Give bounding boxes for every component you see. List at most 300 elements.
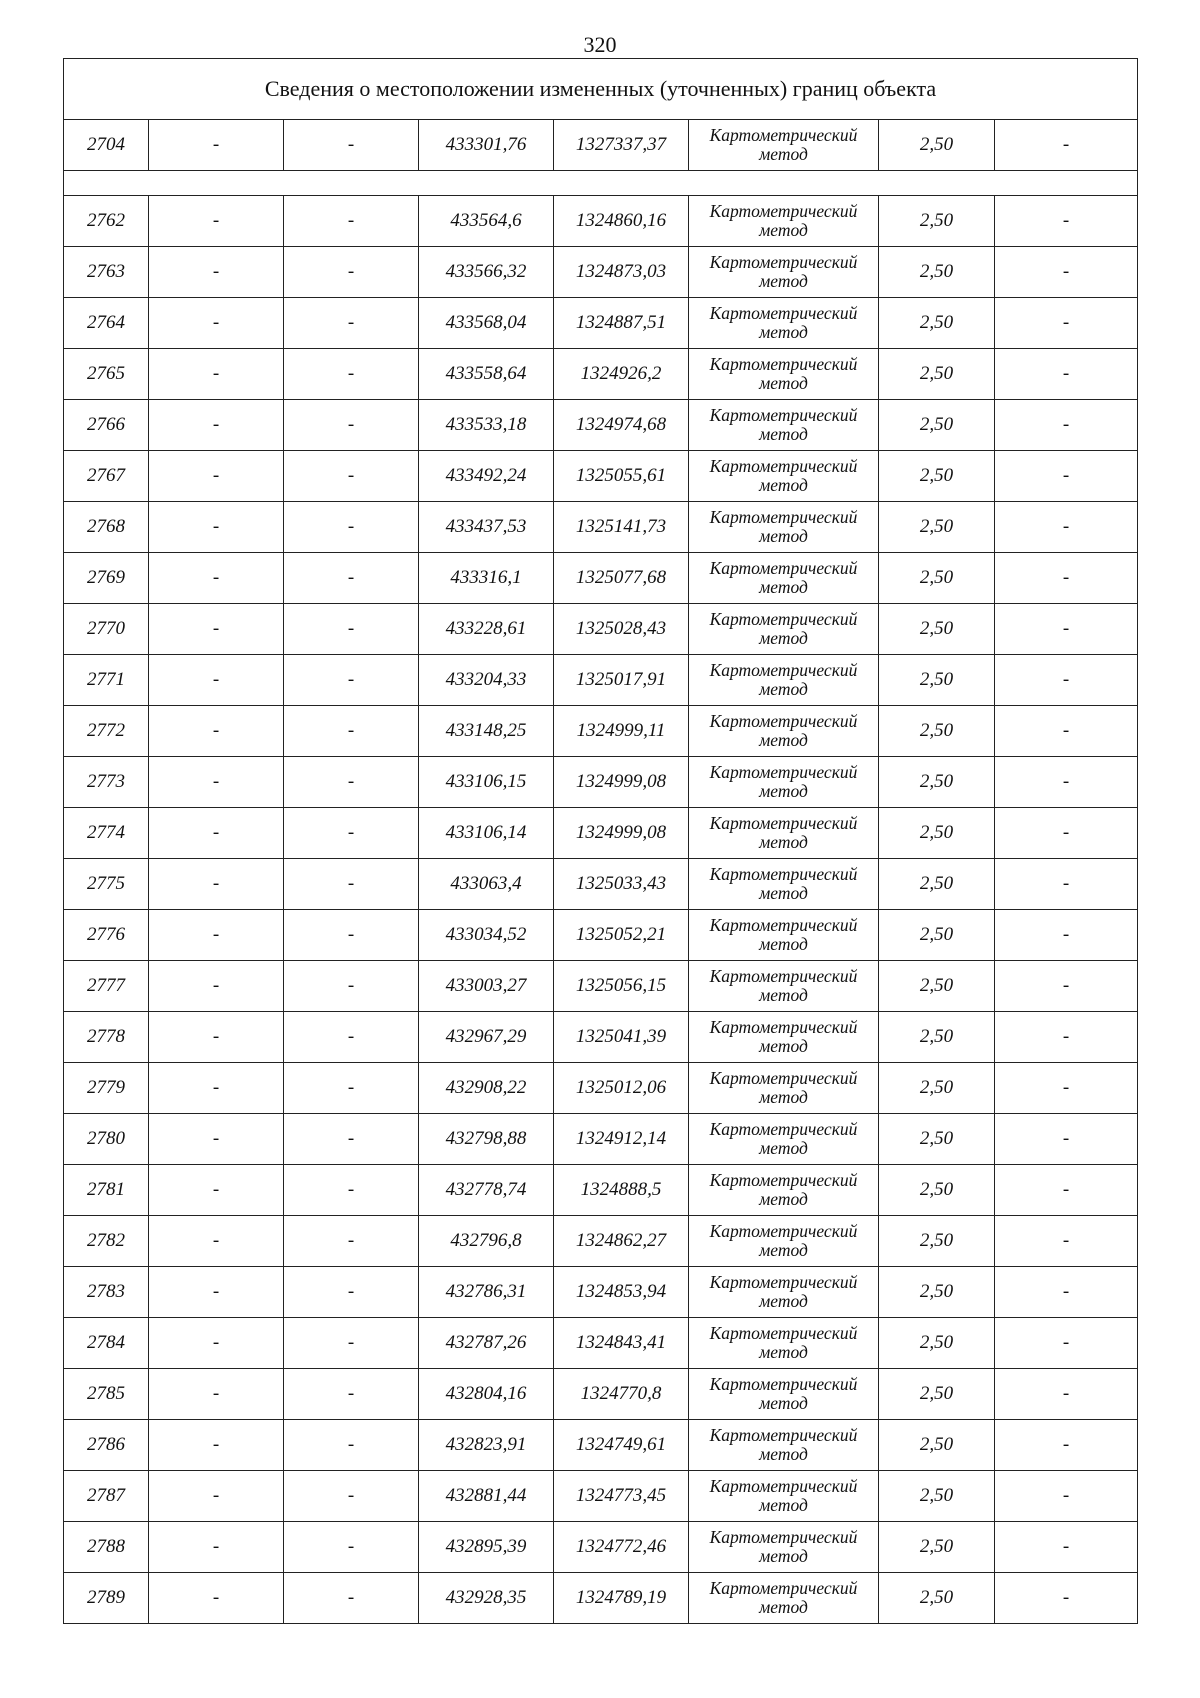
point-number-cell: 2777 [64, 961, 149, 1012]
method-line-1: Картометрический [709, 1017, 858, 1037]
table-row [64, 553, 1138, 604]
empty-dash-cell: - [149, 502, 284, 553]
point-number-cell: 2704 [64, 120, 149, 171]
point-number-cell: 2780 [64, 1114, 149, 1165]
accuracy-cell: 2,50 [879, 910, 995, 961]
y-coordinate-cell: 1324749,61 [554, 1420, 689, 1471]
empty-dash-cell: - [149, 1165, 284, 1216]
accuracy-cell: 2,50 [879, 1012, 995, 1063]
method-line-2: метод [759, 985, 808, 1005]
method-cell [689, 502, 879, 553]
accuracy-cell: 2,50 [879, 196, 995, 247]
empty-dash-cell: - [284, 1573, 419, 1624]
method-line-1: Картометрический [709, 125, 858, 145]
method-cell [689, 553, 879, 604]
point-number-cell: 2770 [64, 604, 149, 655]
method-line-2: метод [759, 271, 808, 291]
empty-dash-cell: - [149, 1114, 284, 1165]
y-coordinate-cell: 1324853,94 [554, 1267, 689, 1318]
empty-dash-cell: - [149, 451, 284, 502]
point-number-cell: 2774 [64, 808, 149, 859]
method-cell [689, 1420, 879, 1471]
table-row [64, 451, 1138, 502]
y-coordinate-cell: 1324772,46 [554, 1522, 689, 1573]
x-coordinate-cell: 433148,25 [419, 706, 554, 757]
empty-dash-cell: - [995, 655, 1138, 706]
accuracy-cell: 2,50 [879, 1573, 995, 1624]
x-coordinate-cell: 433003,27 [419, 961, 554, 1012]
accuracy-cell: 2,50 [879, 1369, 995, 1420]
method-line-1: Картометрический [709, 1068, 858, 1088]
separator-cell [64, 171, 1138, 196]
point-number-cell: 2775 [64, 859, 149, 910]
page-number: 320 [583, 32, 617, 57]
x-coordinate-cell: 433568,04 [419, 298, 554, 349]
method-cell [689, 1114, 879, 1165]
x-coordinate-cell: 432823,91 [419, 1420, 554, 1471]
table-row [64, 196, 1138, 247]
empty-dash-cell: - [149, 400, 284, 451]
method-line-2: метод [759, 1036, 808, 1056]
table-row [64, 1063, 1138, 1114]
method-line-1: Картометрический [709, 864, 858, 884]
x-coordinate-cell: 433106,14 [419, 808, 554, 859]
method-line-1: Картометрический [709, 609, 858, 629]
method-line-1: Картометрический [709, 1425, 858, 1445]
empty-dash-cell: - [995, 1573, 1138, 1624]
empty-dash-cell: - [284, 1522, 419, 1573]
point-number-cell: 2776 [64, 910, 149, 961]
method-line-1: Картометрический [709, 354, 858, 374]
method-line-1: Картометрический [709, 1221, 858, 1241]
table-row [64, 808, 1138, 859]
method-line-2: метод [759, 1546, 808, 1566]
method-line-1: Картометрический [709, 762, 858, 782]
method-cell [689, 1369, 879, 1420]
empty-dash-cell: - [995, 961, 1138, 1012]
method-cell [689, 1267, 879, 1318]
x-coordinate-cell: 433533,18 [419, 400, 554, 451]
method-line-2: метод [759, 1087, 808, 1107]
accuracy-cell: 2,50 [879, 1114, 995, 1165]
empty-dash-cell: - [284, 604, 419, 655]
empty-dash-cell: - [284, 451, 419, 502]
empty-dash-cell: - [284, 400, 419, 451]
empty-dash-cell: - [284, 120, 419, 171]
empty-dash-cell: - [995, 1471, 1138, 1522]
accuracy-cell: 2,50 [879, 1216, 995, 1267]
method-cell [689, 757, 879, 808]
empty-dash-cell: - [284, 553, 419, 604]
point-number-cell: 2782 [64, 1216, 149, 1267]
accuracy-cell: 2,50 [879, 553, 995, 604]
accuracy-cell: 2,50 [879, 400, 995, 451]
empty-dash-cell: - [995, 757, 1138, 808]
empty-dash-cell: - [995, 1114, 1138, 1165]
method-line-2: метод [759, 1495, 808, 1515]
x-coordinate-cell: 432787,26 [419, 1318, 554, 1369]
empty-dash-cell: - [995, 247, 1138, 298]
table-row [64, 961, 1138, 1012]
table-row [64, 1369, 1138, 1420]
method-cell [689, 859, 879, 910]
method-cell [689, 910, 879, 961]
x-coordinate-cell: 432881,44 [419, 1471, 554, 1522]
method-line-1: Картометрический [709, 1323, 858, 1343]
method-line-2: метод [759, 220, 808, 240]
y-coordinate-cell: 1324912,14 [554, 1114, 689, 1165]
method-line-2: метод [759, 1138, 808, 1158]
method-line-2: метод [759, 144, 808, 164]
method-line-2: метод [759, 1444, 808, 1464]
y-coordinate-cell: 1325052,21 [554, 910, 689, 961]
method-line-1: Картометрический [709, 660, 858, 680]
y-coordinate-cell: 1324770,8 [554, 1369, 689, 1420]
empty-dash-cell: - [995, 1420, 1138, 1471]
y-coordinate-cell: 1325041,39 [554, 1012, 689, 1063]
method-line-1: Картометрический [709, 405, 858, 425]
empty-dash-cell: - [284, 961, 419, 1012]
x-coordinate-cell: 432928,35 [419, 1573, 554, 1624]
x-coordinate-cell: 432778,74 [419, 1165, 554, 1216]
table-row [64, 1318, 1138, 1369]
method-line-2: метод [759, 475, 808, 495]
accuracy-cell: 2,50 [879, 451, 995, 502]
method-cell [689, 1318, 879, 1369]
x-coordinate-cell: 433301,76 [419, 120, 554, 171]
y-coordinate-cell: 1324999,08 [554, 808, 689, 859]
accuracy-cell: 2,50 [879, 298, 995, 349]
y-coordinate-cell: 1325017,91 [554, 655, 689, 706]
table-row [64, 1573, 1138, 1624]
empty-dash-cell: - [149, 859, 284, 910]
empty-dash-cell: - [995, 859, 1138, 910]
empty-dash-cell: - [284, 1012, 419, 1063]
empty-dash-cell: - [149, 1267, 284, 1318]
table-row [64, 1420, 1138, 1471]
x-coordinate-cell: 432798,88 [419, 1114, 554, 1165]
empty-dash-cell: - [284, 196, 419, 247]
empty-dash-cell: - [995, 553, 1138, 604]
empty-dash-cell: - [995, 196, 1138, 247]
x-coordinate-cell: 432796,8 [419, 1216, 554, 1267]
method-line-1: Картометрический [709, 1476, 858, 1496]
method-line-1: Картометрический [709, 456, 858, 476]
x-coordinate-cell: 433316,1 [419, 553, 554, 604]
empty-dash-cell: - [995, 1369, 1138, 1420]
method-line-2: метод [759, 934, 808, 954]
accuracy-cell: 2,50 [879, 1267, 995, 1318]
table-row [64, 757, 1138, 808]
y-coordinate-cell: 1325055,61 [554, 451, 689, 502]
empty-dash-cell: - [284, 349, 419, 400]
table-row [64, 604, 1138, 655]
method-cell [689, 1522, 879, 1573]
empty-dash-cell: - [149, 349, 284, 400]
empty-dash-cell: - [995, 349, 1138, 400]
method-line-1: Картометрический [709, 1578, 858, 1598]
empty-dash-cell: - [995, 910, 1138, 961]
table-row [64, 1522, 1138, 1573]
empty-dash-cell: - [995, 706, 1138, 757]
method-line-2: метод [759, 832, 808, 852]
accuracy-cell: 2,50 [879, 247, 995, 298]
method-cell [689, 120, 879, 171]
method-cell [689, 1471, 879, 1522]
separator-row [64, 171, 1138, 196]
point-number-cell: 2781 [64, 1165, 149, 1216]
empty-dash-cell: - [284, 910, 419, 961]
empty-dash-cell: - [149, 961, 284, 1012]
method-cell [689, 400, 879, 451]
accuracy-cell: 2,50 [879, 1471, 995, 1522]
method-cell [689, 451, 879, 502]
method-line-2: метод [759, 1240, 808, 1260]
point-number-cell: 2786 [64, 1420, 149, 1471]
empty-dash-cell: - [149, 910, 284, 961]
y-coordinate-cell: 1327337,37 [554, 120, 689, 171]
empty-dash-cell: - [995, 1063, 1138, 1114]
empty-dash-cell: - [995, 451, 1138, 502]
point-number-cell: 2783 [64, 1267, 149, 1318]
accuracy-cell: 2,50 [879, 706, 995, 757]
accuracy-cell: 2,50 [879, 859, 995, 910]
empty-dash-cell: - [149, 655, 284, 706]
point-number-cell: 2768 [64, 502, 149, 553]
empty-dash-cell: - [284, 1369, 419, 1420]
y-coordinate-cell: 1324999,11 [554, 706, 689, 757]
point-number-cell: 2772 [64, 706, 149, 757]
empty-dash-cell: - [149, 1573, 284, 1624]
y-coordinate-cell: 1324860,16 [554, 196, 689, 247]
point-number-cell: 2778 [64, 1012, 149, 1063]
method-line-2: метод [759, 577, 808, 597]
x-coordinate-cell: 433492,24 [419, 451, 554, 502]
empty-dash-cell: - [995, 400, 1138, 451]
table-title-row [64, 59, 1138, 120]
y-coordinate-cell: 1324873,03 [554, 247, 689, 298]
empty-dash-cell: - [149, 808, 284, 859]
x-coordinate-cell: 432908,22 [419, 1063, 554, 1114]
table-row [64, 400, 1138, 451]
method-line-1: Картометрический [709, 252, 858, 272]
y-coordinate-cell: 1325033,43 [554, 859, 689, 910]
empty-dash-cell: - [995, 604, 1138, 655]
accuracy-cell: 2,50 [879, 502, 995, 553]
x-coordinate-cell: 433034,52 [419, 910, 554, 961]
point-number-cell: 2779 [64, 1063, 149, 1114]
empty-dash-cell: - [149, 1420, 284, 1471]
method-cell [689, 655, 879, 706]
x-coordinate-cell: 433228,61 [419, 604, 554, 655]
point-number-cell: 2769 [64, 553, 149, 604]
accuracy-cell: 2,50 [879, 1165, 995, 1216]
table-row [64, 502, 1138, 553]
accuracy-cell: 2,50 [879, 1420, 995, 1471]
x-coordinate-cell: 432967,29 [419, 1012, 554, 1063]
point-number-cell: 2787 [64, 1471, 149, 1522]
table-row [64, 1165, 1138, 1216]
empty-dash-cell: - [149, 298, 284, 349]
y-coordinate-cell: 1324887,51 [554, 298, 689, 349]
empty-dash-cell: - [149, 757, 284, 808]
empty-dash-cell: - [995, 808, 1138, 859]
method-line-2: метод [759, 1393, 808, 1413]
table-row [64, 298, 1138, 349]
method-line-1: Картометрический [709, 915, 858, 935]
accuracy-cell: 2,50 [879, 1318, 995, 1369]
method-line-1: Картометрический [709, 507, 858, 527]
accuracy-cell: 2,50 [879, 349, 995, 400]
x-coordinate-cell: 433566,32 [419, 247, 554, 298]
empty-dash-cell: - [995, 1165, 1138, 1216]
method-cell [689, 1165, 879, 1216]
accuracy-cell: 2,50 [879, 1063, 995, 1114]
empty-dash-cell: - [995, 1216, 1138, 1267]
method-line-2: метод [759, 628, 808, 648]
method-line-2: метод [759, 730, 808, 750]
empty-dash-cell: - [995, 502, 1138, 553]
empty-dash-cell: - [995, 1267, 1138, 1318]
method-line-1: Картометрический [709, 1170, 858, 1190]
point-number-cell: 2789 [64, 1573, 149, 1624]
boundary-coordinates-table [63, 58, 1138, 1624]
method-line-1: Картометрический [709, 1527, 858, 1547]
x-coordinate-cell: 432786,31 [419, 1267, 554, 1318]
y-coordinate-cell: 1325077,68 [554, 553, 689, 604]
x-coordinate-cell: 433558,64 [419, 349, 554, 400]
method-line-2: метод [759, 883, 808, 903]
empty-dash-cell: - [995, 120, 1138, 171]
point-number-cell: 2788 [64, 1522, 149, 1573]
empty-dash-cell: - [284, 1267, 419, 1318]
method-line-2: метод [759, 1342, 808, 1362]
method-line-1: Картометрический [709, 813, 858, 833]
empty-dash-cell: - [284, 1216, 419, 1267]
point-number-cell: 2766 [64, 400, 149, 451]
method-cell [689, 349, 879, 400]
empty-dash-cell: - [284, 1063, 419, 1114]
method-cell [689, 1573, 879, 1624]
accuracy-cell: 2,50 [879, 120, 995, 171]
method-cell [689, 1216, 879, 1267]
empty-dash-cell: - [284, 1471, 419, 1522]
method-cell [689, 298, 879, 349]
empty-dash-cell: - [995, 1522, 1138, 1573]
empty-dash-cell: - [149, 196, 284, 247]
empty-dash-cell: - [149, 1522, 284, 1573]
empty-dash-cell: - [149, 706, 284, 757]
empty-dash-cell: - [149, 1471, 284, 1522]
y-coordinate-cell: 1324843,41 [554, 1318, 689, 1369]
method-line-2: метод [759, 679, 808, 699]
method-line-1: Картометрический [709, 1374, 858, 1394]
empty-dash-cell: - [149, 1063, 284, 1114]
point-number-cell: 2784 [64, 1318, 149, 1369]
y-coordinate-cell: 1324789,19 [554, 1573, 689, 1624]
point-number-cell: 2763 [64, 247, 149, 298]
method-line-2: метод [759, 1597, 808, 1617]
method-line-2: метод [759, 322, 808, 342]
y-coordinate-cell: 1324888,5 [554, 1165, 689, 1216]
method-line-1: Картометрический [709, 201, 858, 221]
x-coordinate-cell: 432895,39 [419, 1522, 554, 1573]
method-cell [689, 808, 879, 859]
accuracy-cell: 2,50 [879, 757, 995, 808]
accuracy-cell: 2,50 [879, 1522, 995, 1573]
empty-dash-cell: - [284, 502, 419, 553]
empty-dash-cell: - [149, 1216, 284, 1267]
empty-dash-cell: - [995, 1012, 1138, 1063]
point-number-cell: 2785 [64, 1369, 149, 1420]
method-line-2: метод [759, 373, 808, 393]
table-title: Сведения о местоположении измененных (уточненных) границ объекта [64, 59, 1138, 120]
y-coordinate-cell: 1324926,2 [554, 349, 689, 400]
table-row [64, 1216, 1138, 1267]
table-row [64, 910, 1138, 961]
empty-dash-cell: - [284, 1318, 419, 1369]
empty-dash-cell: - [284, 1420, 419, 1471]
method-line-2: метод [759, 424, 808, 444]
empty-dash-cell: - [284, 808, 419, 859]
method-cell [689, 961, 879, 1012]
empty-dash-cell: - [149, 1318, 284, 1369]
accuracy-cell: 2,50 [879, 604, 995, 655]
empty-dash-cell: - [149, 604, 284, 655]
method-line-2: метод [759, 781, 808, 801]
x-coordinate-cell: 433564,6 [419, 196, 554, 247]
empty-dash-cell: - [149, 120, 284, 171]
table-row [64, 655, 1138, 706]
table-row [64, 120, 1138, 171]
method-line-1: Картометрический [709, 711, 858, 731]
method-line-1: Картометрический [709, 1272, 858, 1292]
y-coordinate-cell: 1324974,68 [554, 400, 689, 451]
y-coordinate-cell: 1325012,06 [554, 1063, 689, 1114]
empty-dash-cell: - [284, 757, 419, 808]
y-coordinate-cell: 1325028,43 [554, 604, 689, 655]
table-row [64, 706, 1138, 757]
method-line-2: метод [759, 1291, 808, 1311]
point-number-cell: 2762 [64, 196, 149, 247]
y-coordinate-cell: 1324999,08 [554, 757, 689, 808]
y-coordinate-cell: 1325141,73 [554, 502, 689, 553]
method-cell [689, 1063, 879, 1114]
method-cell [689, 196, 879, 247]
empty-dash-cell: - [284, 706, 419, 757]
method-cell [689, 1012, 879, 1063]
empty-dash-cell: - [284, 859, 419, 910]
method-cell [689, 706, 879, 757]
method-cell [689, 247, 879, 298]
method-line-1: Картометрический [709, 303, 858, 323]
x-coordinate-cell: 433063,4 [419, 859, 554, 910]
y-coordinate-cell: 1324862,27 [554, 1216, 689, 1267]
empty-dash-cell: - [284, 298, 419, 349]
point-number-cell: 2767 [64, 451, 149, 502]
method-cell [689, 604, 879, 655]
method-line-2: метод [759, 1189, 808, 1209]
x-coordinate-cell: 433437,53 [419, 502, 554, 553]
empty-dash-cell: - [284, 247, 419, 298]
empty-dash-cell: - [284, 1165, 419, 1216]
empty-dash-cell: - [284, 655, 419, 706]
point-number-cell: 2773 [64, 757, 149, 808]
accuracy-cell: 2,50 [879, 655, 995, 706]
table-row [64, 1012, 1138, 1063]
y-coordinate-cell: 1325056,15 [554, 961, 689, 1012]
table-row [64, 1471, 1138, 1522]
